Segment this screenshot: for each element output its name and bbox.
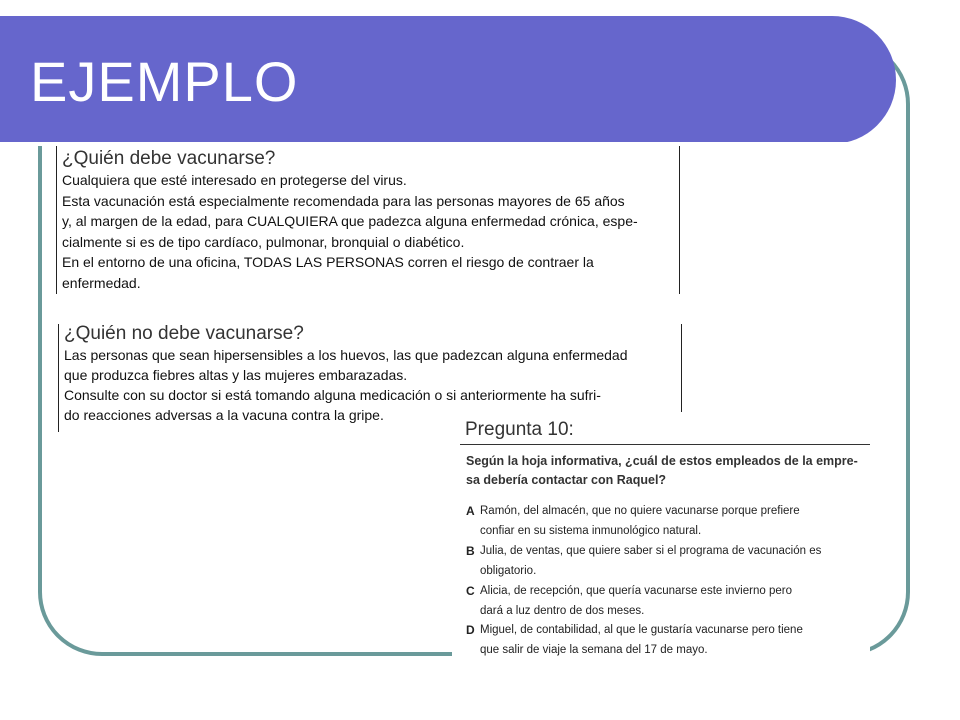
title-bar: [0, 16, 896, 144]
box-line: Las personas que sean hipersensibles a los huevos, las que padezcan alguna enfermedad: [64, 347, 628, 363]
box-line: Cualquiera que esté interesado en protegerse del virus.: [62, 172, 407, 188]
box-line: que produzca fiebres altas y las mujeres embarazadas.: [64, 367, 408, 383]
box-heading: ¿Quién debe vacunarse?: [62, 148, 276, 169]
slide-title: EJEMPLO: [30, 50, 299, 113]
option-line: Julia, de ventas, que quiere saber si el programa de vacunación es: [480, 545, 822, 557]
option-letter: A: [466, 504, 475, 518]
question-prompt: [466, 452, 858, 490]
box-line: En el entorno de una oficina, TODAS LAS PERSONAS corren el riesgo de contraer la: [62, 254, 594, 271]
option-line: dará a luz dentro de dos meses.: [480, 604, 645, 617]
question-panel: [452, 412, 870, 662]
box-heading: ¿Quién no debe vacunarse?: [64, 323, 304, 344]
question-title: Pregunta 10:: [465, 419, 574, 440]
question-prompt-line: Según la hoja informativa, ¿cuál de estos empleados de la empre-: [466, 454, 858, 468]
option-line: Miguel, de contabilidad, al que le gustaría vacunarse pero tiene: [480, 624, 803, 636]
question-prompt-line: sa debería contactar con Raquel?: [466, 473, 667, 487]
box-line: y, al margen de la edad, para CUALQUIERA que padezca alguna enfermedad crónica, espe-: [62, 213, 638, 230]
option-letter: B: [466, 544, 475, 558]
box-line: enfermedad.: [62, 274, 141, 291]
option-line: Ramón, del almacén, que no quiere vacunarse porque prefiere: [480, 505, 800, 517]
who-should-vaccinate-box: [56, 146, 680, 294]
option-line: confiar en su sistema inmunológico natural.: [480, 524, 702, 537]
question-divider: [460, 444, 870, 445]
option-letter: C: [466, 584, 475, 598]
option-letter: D: [466, 623, 475, 637]
box-line: do reacciones adversas a la vacuna contra la gripe.: [64, 407, 384, 423]
box-line: Esta vacunación está especialmente recomendada para las personas mayores de 65 años: [62, 192, 625, 209]
option-line: que salir de viaje la semana del 17 de mayo.: [480, 643, 708, 656]
box-line: cialmente si es de tipo cardíaco, pulmonar, bronquial o diabético.: [62, 233, 465, 250]
option-line: Alicia, de recepción, que quería vacunarse este invierno pero: [480, 585, 792, 597]
option-line: obligatorio.: [480, 564, 537, 577]
box-line: Consulte con su doctor si está tomando alguna medicación o si anteriormente ha sufri-: [64, 387, 601, 403]
